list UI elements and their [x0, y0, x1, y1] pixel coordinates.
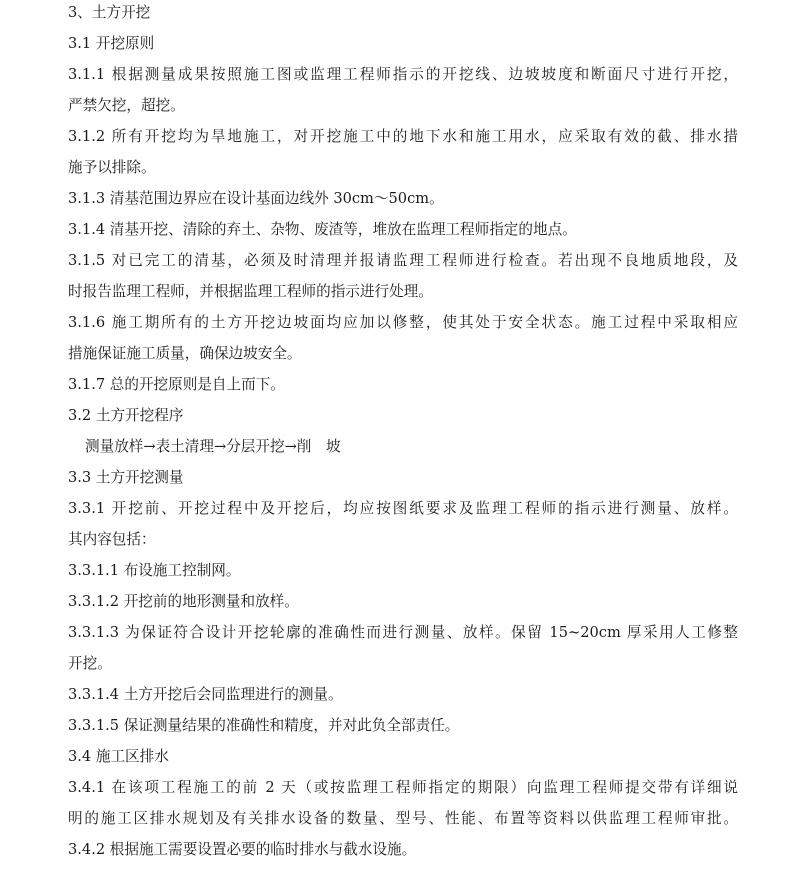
text-line: 3.2 土方开挖程序 [68, 407, 184, 424]
text-line: 其内容包括： [68, 531, 156, 548]
text-line: 施予以排除。 [68, 159, 156, 176]
text-line: 时报告监理工程师，并根据监理工程师的指示进行处理。 [68, 283, 433, 300]
text-line: 措施保证施工质量，确保边坡安全。 [68, 345, 302, 362]
text-line: 测量放样→表土清理→分层开挖→削 坡 [85, 438, 341, 455]
text-line: 3、土方开挖 [68, 4, 151, 21]
text-line: 3.1 开挖原则 [68, 35, 155, 52]
text-line: 3.1.7 总的开挖原则是自上而下。 [68, 376, 285, 393]
text-line: 3.1.4 清基开挖、清除的弃土、杂物、废渣等，堆放在监理工程师指定的地点。 [68, 221, 577, 238]
text-line: 3.3.1 开挖前、开挖过程中及开挖后，均应按图纸要求及监理工程师的指示进行测量、放样。 [68, 500, 738, 517]
text-line: 明的施工区排水规划及有关排水设备的数量、型号、性能、布置等资料以供监理工程师审批。 [68, 810, 738, 827]
text-line: 3.4 施工区排水 [68, 748, 169, 765]
text-line: 开挖。 [68, 655, 112, 672]
text-line: 3.3.1.3 为保证符合设计开挖轮廓的准确性而进行测量、放样。保留 15~20cm 厚采用人工修整 [68, 624, 738, 641]
text-line: 3.3.1.2 开挖前的地形测量和放样。 [68, 593, 299, 610]
text-line: 3.1.3 清基范围边界应在设计基面边线外 30cm～50cm。 [68, 190, 444, 207]
text-line: 3.1.6 施工期所有的土方开挖边坡面均应加以修整，使其处于安全状态。施工过程中采取相应 [68, 314, 738, 331]
text-line: 3.3.1.1 布设施工控制网。 [68, 562, 241, 579]
text-line: 3.3 土方开挖测量 [68, 469, 184, 486]
text-line: 3.4.2 根据施工需要设置必要的临时排水与截水设施。 [68, 841, 417, 858]
text-line: 3.3.1.5 保证测量结果的准确性和精度，并对此负全部责任。 [68, 717, 460, 734]
text-line: 3.1.5 对已完工的清基，必须及时清理并报请监理工程师进行检查。若出现不良地质地段，及 [68, 252, 738, 269]
text-line: 3.4.1 在该项工程施工的前 2 天（或按监理工程师指定的期限）向监理工程师提交带有详细说 [68, 779, 738, 796]
text-line: 3.3.1.4 土方开挖后会同监理进行的测量。 [68, 686, 343, 703]
text-line: 3.1.1 根据测量成果按照施工图或监理工程师指示的开挖线、边坡坡度和断面尺寸进行开挖， [68, 66, 738, 83]
text-line: 严禁欠挖，超挖。 [68, 97, 185, 114]
text-line: 3.1.2 所有开挖均为旱地施工，对开挖施工中的地下水和施工用水，应采取有效的截、排水措 [68, 128, 738, 145]
